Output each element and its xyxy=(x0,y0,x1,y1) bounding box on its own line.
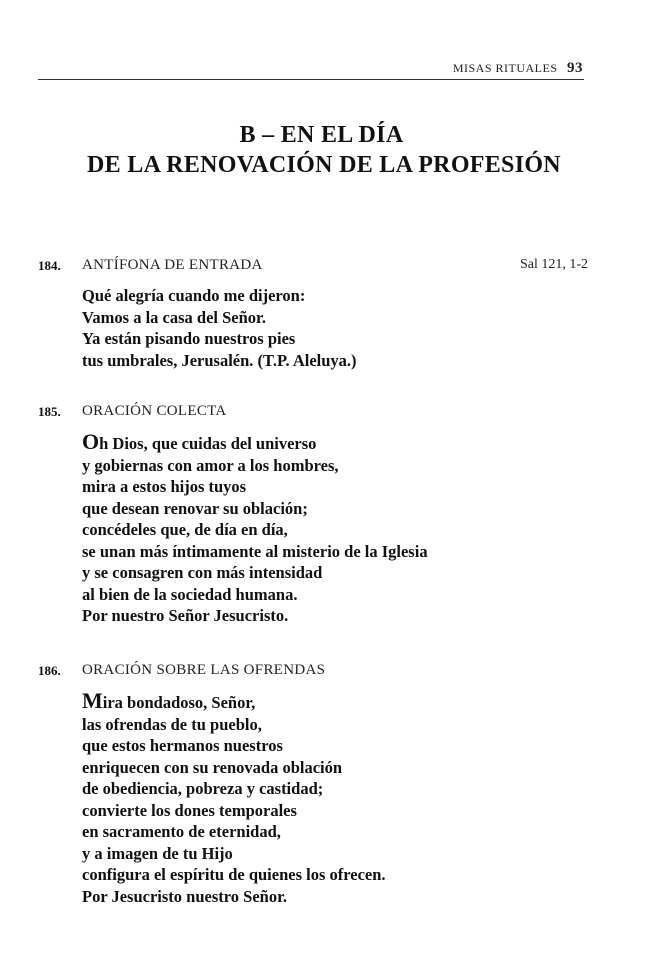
section-heading xyxy=(38,257,588,279)
text-line: Por nuestro Señor Jesucristo. xyxy=(82,606,289,625)
page-number: 93 xyxy=(567,60,583,76)
text-line: Por Jesucristo nuestro Señor. xyxy=(82,886,288,906)
section-number: 184. xyxy=(38,258,61,273)
text-line: y se consagren con más intensidad xyxy=(82,563,323,582)
text-line: que desean renovar su oblación; xyxy=(82,498,308,518)
running-title: MISAS RITUALES xyxy=(452,61,558,75)
section-label: ORACIÓN SOBRE LAS OFRENDAS xyxy=(82,662,326,678)
initial-capital: O xyxy=(82,429,100,454)
text-line-first xyxy=(82,690,588,714)
scripture-reference: Sal 121, 1-2 xyxy=(519,257,588,272)
page-title xyxy=(0,120,653,180)
text-line: convierte los dones temporales xyxy=(82,800,297,820)
section-184-entrance-antiphon xyxy=(38,257,588,371)
first-line-rest: h Dios, que cuidas del universo xyxy=(99,434,317,453)
first-line-rest: ira bondadoso, Señor, xyxy=(102,693,256,712)
section-number: 186. xyxy=(38,663,61,678)
section-186-prayer-over-offerings xyxy=(38,662,588,907)
antiphon-text xyxy=(82,285,588,371)
text-line: mira a estos hijos tuyos xyxy=(82,477,247,496)
section-label: ANTÍFONA DE ENTRADA xyxy=(82,257,263,273)
initial-capital: M xyxy=(82,688,103,713)
section-heading xyxy=(38,662,588,684)
section-label: ORACIÓN COLECTA xyxy=(82,403,227,419)
text-line: las ofrendas de tu pueblo, xyxy=(82,714,262,734)
text-line: tus umbrales, Jerusalén. (T.P. Aleluya.) xyxy=(82,350,357,370)
text-line: y a imagen de tu Hijo xyxy=(82,843,233,863)
text-line: Qué alegría cuando me dijeron: xyxy=(82,286,306,305)
text-line: se unan más íntimamente al misterio de la Iglesia xyxy=(82,541,428,561)
text-line: en sacramento de eternidad, xyxy=(82,822,281,841)
text-line: y gobiernas con amor a los hombres, xyxy=(82,455,339,475)
text-line: configura el espíritu de quienes los ofrecen. xyxy=(82,865,386,884)
text-line-first xyxy=(82,431,588,455)
text-line: Ya están pisando nuestros pies xyxy=(82,329,296,348)
collect-text xyxy=(82,431,588,627)
text-line: que estos hermanos nuestros xyxy=(82,736,283,755)
title-line-1: B – EN EL DÍA xyxy=(239,122,404,148)
running-header xyxy=(453,60,583,77)
offerings-prayer-text xyxy=(82,690,588,907)
text-line: al bien de la sociedad humana. xyxy=(82,584,298,604)
section-185-collect xyxy=(38,403,588,627)
text-line: Vamos a la casa del Señor. xyxy=(82,307,266,327)
header-rule xyxy=(38,79,584,80)
text-line: concédeles que, de día en día, xyxy=(82,520,288,539)
section-number: 185. xyxy=(38,404,61,419)
section-heading xyxy=(38,403,588,425)
text-line: de obediencia, pobreza y castidad; xyxy=(82,779,324,798)
title-line-2: DE LA RENOVACIÓN DE LA PROFESIÓN xyxy=(87,152,561,178)
text-line: enriquecen con su renovada oblación xyxy=(82,757,343,777)
